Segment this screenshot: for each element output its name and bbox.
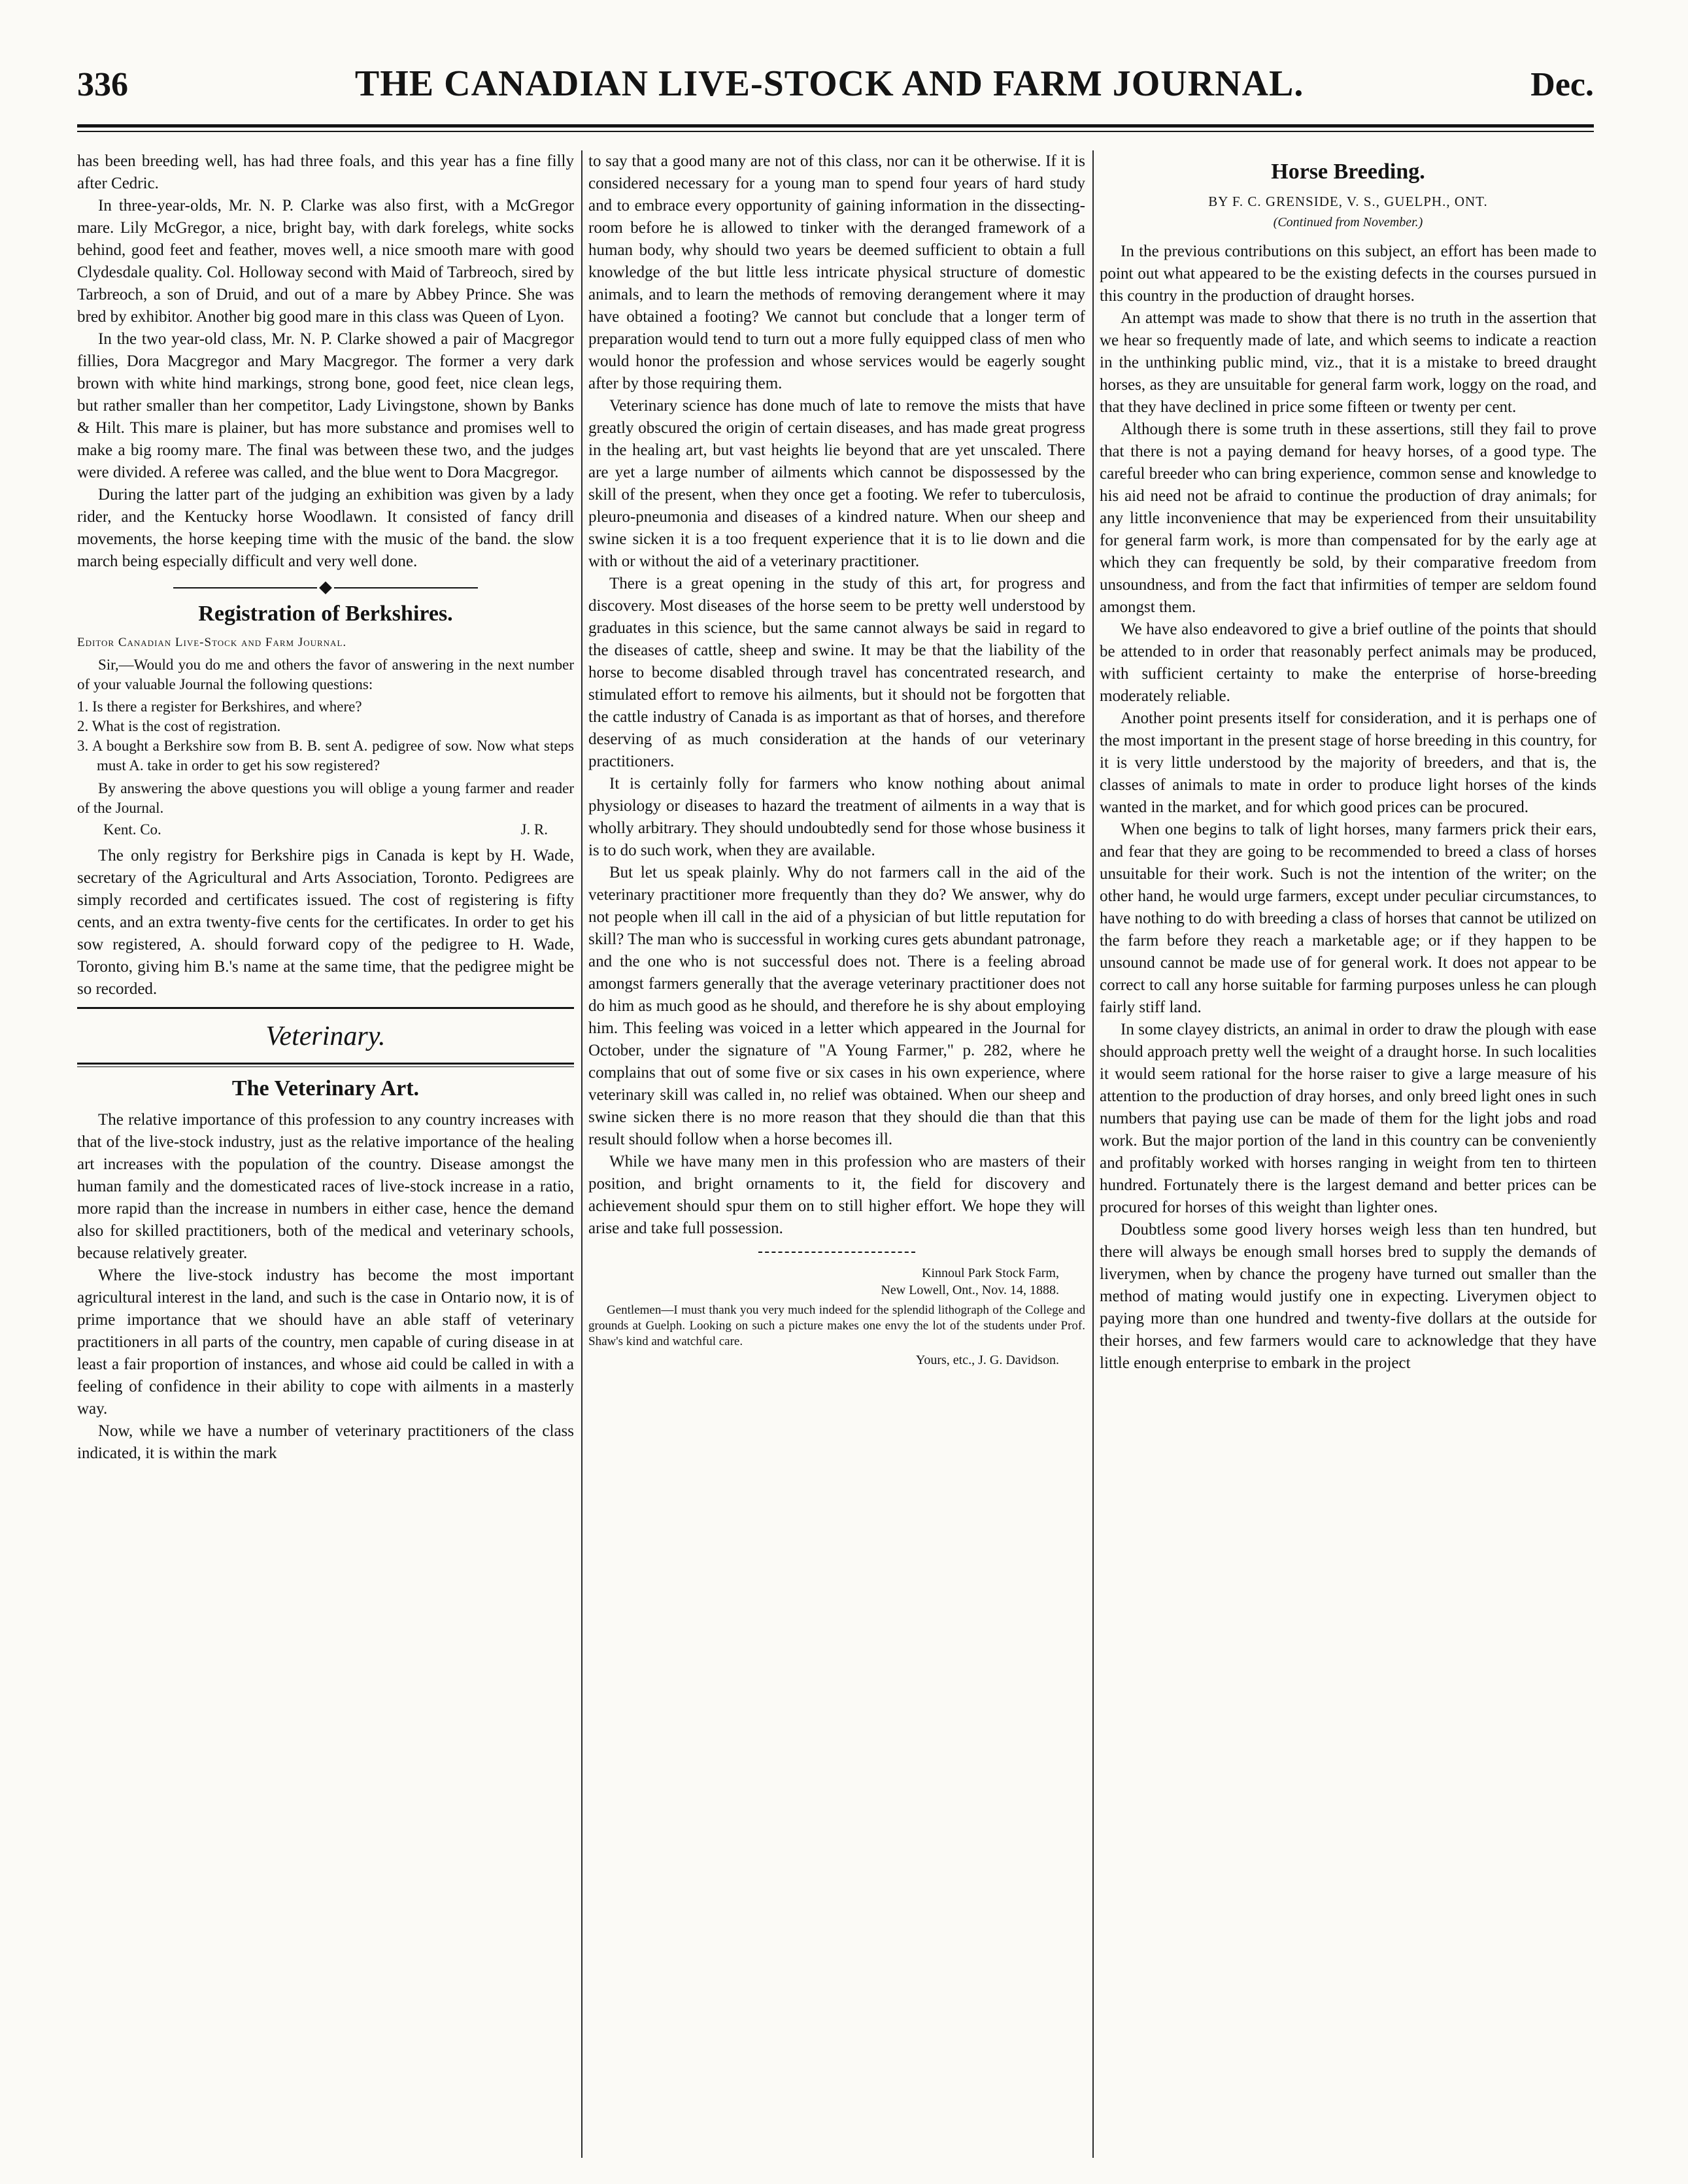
article-byline: BY F. C. GRENSIDE, V. S., GUELPH., ONT.: [1208, 194, 1488, 210]
header-rule-thin: [77, 131, 1594, 132]
paragraph: While we have many men in this profession who are masters of their position, and bright ornaments to it, the field for discovery and achievement should spur them on to still higher effort. We hope they will arise and take full possession.: [588, 1153, 1085, 1237]
paragraph: We have also endeavored to give a brief outline of the points that should be attended to in order that reasonably perfect animals may be produced, with sufficient certainty to make the enterprise of horse-breeding moderately reliable.: [1100, 620, 1596, 705]
paragraph: Where the live-stock industry has become the most important agricultural interest in the land, and such is the case in Ontario now, it is of prime importance that we should have an able staff of veterinary practitioners in all parts of the country, men capable of curing disease in at least a fair proportion of instances, and whose aid could be called in with a feeling of confidence in their ability to cope with ailments in a masterly way.: [77, 1266, 574, 1418]
paragraph: Doubtless some good livery horses weigh less than ten hundred, but there will always be enough small horses bred to supply the demands of liverymen, when by chance the progeny have turned out smaller than the method of mating would justify one in expecting. Liverymen object to paying more than one hundred and twenty-five dollars at the outside for their horses, and few farmers would care to acknowledge that they have little enough enterprise to embark in the project: [1100, 1220, 1596, 1372]
article-heading: Horse Breeding.: [1271, 160, 1425, 184]
paragraph: The relative importance of this profession to any country increases with that of the live-stock industry, just as the relative importance of the healing art increases with the population of the country. Disease amongst the human family and the domesticated races of live-stock increase in a ratio, more rapid than the increase in numbers in either case, hence the demand also for skilled practitioners, both of the medical and veterinary schools, because relatively greater.: [77, 1110, 574, 1262]
paragraph: has been breeding well, has had three foals, and this year has a fine filly after Cedric.: [77, 152, 574, 192]
editor-reply: The only registry for Berkshire pigs in Canada is kept by H. Wade, secretary of the Agricultural and Arts Association, Toronto. Pedigrees are simply recorded and certificates issued. The cost of registering is fifty cents, and an extra twenty-five cents for the certificates. In order to get his sow registered, A. should forward copy of the pedigree to H. Wade, Toronto, giving him B.'s name at the same time, that the pedigree might be so recorded.: [77, 847, 574, 998]
question-item: 2. What is the cost of registration.: [77, 717, 281, 734]
paragraph: In the two year-old class, Mr. N. P. Clarke showed a pair of Macgregor fillies, Dora Macgregor and Mary Macgregor. The former a very dark brown with white hind markings, strong bone, good feet, nice clean legs, but rather smaller than her competitor, Lady Livingstone, shown by Banks & Hilt. This mare is plainer, but has more substance and promises well to make a big roomy mare. The final was between these two, and the judges were divided. A referee was called, and the blue went to Dora Macgregor.: [77, 330, 574, 481]
paragraph: In three-year-olds, Mr. N. P. Clarke was also first, with a McGregor mare. Lily McGregor, a nice, bright bay, with dark forelegs, white socks behind, good feet and feather, moves well, a nice smooth mare with good Clydesdale quality. Col. Holloway second with Maid of Tarbreoch, sired by Tarbreoch, a son of Druid, and out of a mare by Abbey Prince. She was bred by exhibitor. Another big good mare in this class was Queen of Lyon.: [77, 197, 574, 326]
question-item: 1. Is there a register for Berkshires, and where?: [77, 698, 362, 715]
column-left: [77, 150, 574, 2158]
paragraph: to say that a good many are not of this class, nor can it be otherwise. If it is considered necessary for a young man to spend four years of hard study and to embrace every opportunity of gaining information in the dissecting-room before he is allowed to tinker with the deranged framework of a human body, why should two years be deemed sufficient to obtain a full knowledge of the but little less intricate physical structure of domestic animals, and to learn the methods of removing derangement where it may have obtained a footing? We cannot but conclude that a longer term of preparation would tend to turn out a more fully equipped class of men who would honor the profession and whose services would be eagerly sought after by those requiring them.: [588, 152, 1085, 392]
paragraph: Now, while we have a number of veterinary practitioners of the class indicated, it is within the mark: [77, 1422, 574, 1462]
issue-month: Dec.: [1530, 66, 1594, 103]
address-line: Kinnoul Park Stock Farm,: [922, 1266, 1059, 1280]
letter-close: By answering the above questions you will oblige a young farmer and reader of the Journal.: [77, 780, 574, 817]
paragraph: In the previous contributions on this subject, an effort has been made to point out what appeared to be the existing defects in the courses pursued in this country in the production of draught horses.: [1100, 242, 1596, 305]
paragraph: In some clayey districts, an animal in order to draw the plough with ease should approach pretty well the weight of a draught horse. In such localities it would seem rational for the horse raiser to give a large measure of his attention to the production of dray horses, and only breed light ones in such numbers that paying use can be made of them for the light jobs and road work. But the major portion of the land in this country can be conveniently and profitably worked with horses ranging in weight from ten to thirteen hundred. Fortunately there is the largest demand and better prices can be procured for horses of this weight than lighter ones.: [1100, 1020, 1596, 1216]
continued-note: (Continued from November.): [1273, 214, 1423, 230]
section-ornament: [77, 583, 574, 592]
paragraph: There is a great opening in the study of this art, for progress and discovery. Most diseases of the horse seem to be pretty well understood by graduates in this science, but the same cannot always be said in regard to the diseases of cattle, sheep and swine. It may be that the liability of the horse to become disabled through travel has concentrated research, and stimulated effort to remove his ailments, but it should not be forgotten that the cattle industry of Canada is as important as that of horses, and therefore deserving of as much consideration at the hands of our veterinary practitioners.: [588, 575, 1085, 770]
header-rule: [77, 124, 1594, 128]
letter-signoff: Yours, etc., J. G. Davidson.: [915, 1353, 1059, 1368]
article-heading: The Veterinary Art.: [231, 1076, 420, 1101]
question-list: [77, 697, 574, 776]
article-heading: Registration of Berkshires.: [198, 602, 453, 626]
section-rule: [77, 1007, 574, 1009]
address-line: New Lowell, Ont., Nov. 14, 1888.: [881, 1283, 1059, 1297]
letter-note: Gentlemen—I must thank you very much indeed for the splendid lithograph of the College and grounds at Guelph. Looking on such a picture makes one envy the lot of the students under Prof. Shaw's kind and watchful care.: [588, 1303, 1085, 1348]
letter-intro: Sir,—Would you do me and others the favor of answering in the next number of your valuable Journal the following questions:: [77, 657, 574, 692]
paragraph: It is certainly folly for farmers who know nothing about animal physiology or diseases to hazard the treatment of ailments in a way that is wholly arbitrary. They should undoubtedly send for those whose business it is to do such work, when they are available.: [588, 775, 1085, 859]
paragraph: But let us speak plainly. Why do not farmers call in the aid of the veterinary practitioner more frequently than they do? We answer, why do not people when ill call in the aid of a physician of but little reputation for skill? The man who is successful in working cures gets abundant patronage, and the one who is not successful does not. There is a feeling abroad amongst farmers generally that the average veterinary practitioner does not do him as much good as he should, and therefore he is shy about employing him. This feeling was voiced in a letter which appeared in the Journal for October, under the signature of "A Young Farmer," p. 282, where he complains that out of some five or six cases in his own experience, where veterinary skill was called in, no relief was obtained. When our sheep and swine sicken there is no more reason that they should die than that this result should follow when a horse becomes ill.: [588, 864, 1085, 1148]
question-item: 3. A bought a Berkshire sow from B. B. sent A. pedigree of sow. Now what steps must A. take in order to get his sow registered?: [77, 737, 574, 774]
column-divider: [581, 150, 582, 2158]
paragraph: Veterinary science has done much of late to remove the mists that have greatly obscured the origin of certain diseases, and has made great progress in the healing art, but vast heights lie beyond that are yet unscaled. There are yet a large number of ailments which cannot be dispossessed by the skill of the present, when they once get a footing. We refer to tuberculosis, pleuro-pneumonia and diseases of a kindred nature. When our sheep and swine sicken it is a too frequent experience that it is to lie down and die with or without the aid of a veterinary practitioner.: [588, 397, 1085, 570]
section-title: Veterinary.: [265, 1021, 386, 1052]
section-rule-double: [77, 1063, 574, 1067]
journal-title: THE CANADIAN LIVE-STOCK AND FARM JOURNAL.: [354, 63, 1304, 104]
dashed-divider: [758, 1252, 915, 1254]
signature-place: Kent. Co.: [103, 821, 161, 838]
column-divider: [1092, 150, 1094, 2158]
paragraph: Another point presents itself for consideration, and it is perhaps one of the most important in the present stage of horse breeding in this country, for it is very little understood by the majority of breeders, and that is, the classes of animals to mate in order to produce light horses of the kinds wanted in the market, and for which good prices can be procured.: [1100, 709, 1596, 816]
letter-salutation: Editor Canadian Live-Stock and Farm Journal.: [77, 636, 347, 650]
paragraph: Although there is some truth in these assertions, still they fail to prove that there is not a paying demand for heavy horses, of a good type. The careful breeder who can bring experience, common sense and knowledge to his aid need not be afraid to continue the production of dray animals; for any little inconvenience that may be experienced from their unsuitability for general farm work, is more than compensated for by the early age at which they can frequently be sold, by their comparative freedom from unsoundness, and from the fact that infirmities of temper are seldom found amongst them.: [1100, 420, 1596, 616]
signature-initials: J. R.: [520, 821, 548, 838]
paragraph: When one begins to talk of light horses, many farmers prick their ears, and fear that they are going to be recommended to breed a class of horses unsuitable for their work. Such is not the intention of the writer; on the other hand, he would urge farmers, except under peculiar circumstances, to have nothing to do with breeding a class of horses that cannot be utilized on the farm before they reach a marketable age; or if they happen to be unsound cannot be made use of for general work. It does not appear to be correct to call any horse suitable for farming purposes unless he can plough fairly stiff land.: [1100, 820, 1596, 1016]
letter-signature: [77, 819, 574, 840]
column-middle: [588, 150, 1085, 2158]
page-number: 336: [77, 66, 128, 103]
column-right: [1100, 150, 1596, 2158]
paragraph: During the latter part of the judging an exhibition was given by a lady rider, and the Kentucky horse Woodlawn. It consisted of fancy drill movements, the horse keeping time with the music of the band. the slow march being especially difficult and very well done.: [77, 486, 574, 570]
paragraph: An attempt was made to show that there is no truth in the assertion that we hear so frequently made of late, and which seems to indicate a reaction in the unthinking public mind, viz., that it is a mistake to breed draught horses, as they are unsuitable for general farm work, loggy on the road, and that they have declined in price some fifteen or twenty per cent.: [1100, 309, 1596, 416]
letter-address: [588, 1265, 1085, 1299]
page-header: [77, 63, 1594, 115]
